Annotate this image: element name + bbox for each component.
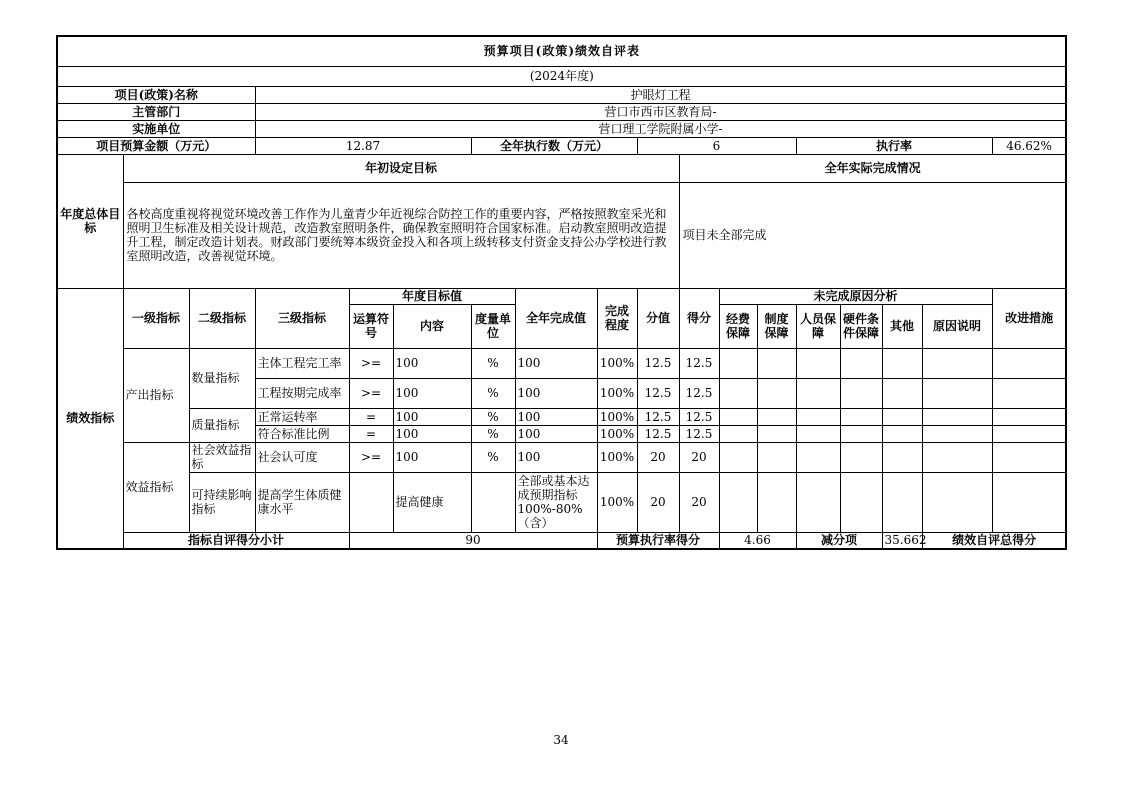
group-quantity: 数量指标	[189, 348, 255, 408]
row-actual: 100	[515, 425, 597, 442]
row-score: 12.5	[679, 408, 719, 425]
row-unit: %	[471, 408, 515, 425]
row-score: 12.5	[679, 378, 719, 408]
actual-completion-header: 全年实际完成情况	[679, 154, 1066, 182]
header-reason-system: 制度保障	[757, 304, 796, 348]
row-weight: 20	[637, 442, 679, 472]
row-degree: 100%	[597, 378, 637, 408]
performance-indicator-label: 绩效指标	[57, 288, 123, 549]
row-degree: 100%	[597, 348, 637, 378]
row-score: 12.5	[679, 348, 719, 378]
budget-value: 12.87	[255, 137, 471, 154]
row-score: 20	[679, 442, 719, 472]
deduct-label: 减分项	[796, 532, 882, 549]
group-social: 社会效益指标	[189, 442, 255, 472]
header-operator: 运算符号	[349, 304, 393, 348]
table-row	[57, 442, 1066, 472]
table-row	[57, 472, 1066, 532]
row-unit: %	[471, 348, 515, 378]
group-output: 产出指标	[123, 348, 189, 442]
row-weight: 20	[637, 472, 679, 532]
row-operator: >=	[349, 442, 393, 472]
row-weight: 12.5	[637, 348, 679, 378]
group-benefit: 效益指标	[123, 442, 189, 532]
row-weight: 12.5	[637, 425, 679, 442]
header-reason-staff: 人员保障	[796, 304, 840, 348]
total-score-label: 绩效自评总得分	[922, 532, 1066, 549]
execution-label: 全年执行数（万元）	[471, 137, 637, 154]
row-indicator: 正常运转率	[255, 408, 349, 425]
row-actual: 100	[515, 378, 597, 408]
row-content: 100	[393, 378, 471, 408]
unit-value: 营口理工学院附属小学-	[255, 120, 1066, 137]
header-annual-target: 年度目标值	[349, 288, 515, 304]
header-actual-value: 全年完成值	[515, 288, 597, 348]
budget-score-value: 4.66	[719, 532, 796, 549]
unit-label: 实施单位	[57, 120, 255, 137]
department-label: 主管部门	[57, 103, 255, 120]
row-operator: =	[349, 425, 393, 442]
row-unit	[471, 472, 515, 532]
header-reason-other: 其他	[882, 304, 922, 348]
project-name-label: 项目(政策)名称	[57, 86, 255, 103]
header-reason-funding: 经费保障	[719, 304, 757, 348]
row-operator	[349, 472, 393, 532]
row-content: 提高健康	[393, 472, 471, 532]
page-number: 34	[553, 733, 569, 747]
row-content: 100	[393, 348, 471, 378]
execution-value: 6	[637, 137, 796, 154]
set-goal-header: 年初设定目标	[123, 154, 679, 182]
row-indicator: 符合标准比例	[255, 425, 349, 442]
group-quality: 质量指标	[189, 408, 255, 442]
summary-row	[57, 532, 1066, 549]
header-completion-degree: 完成程度	[597, 288, 637, 348]
row-indicator: 社会认可度	[255, 442, 349, 472]
row-weight: 12.5	[637, 408, 679, 425]
header-reason-analysis: 未完成原因分析	[719, 288, 992, 304]
project-name-value: 护眼灯工程	[255, 86, 1066, 103]
page-title: 预算项目(政策)绩效自评表	[57, 36, 1066, 66]
header-improvement: 改进措施	[992, 288, 1066, 348]
row-unit: %	[471, 442, 515, 472]
row-score: 12.5	[679, 425, 719, 442]
actual-completion-text: 项目未全部完成	[679, 182, 1066, 288]
row-degree: 100%	[597, 425, 637, 442]
annual-goal-label: 年度总体目标	[57, 154, 123, 288]
row-operator: >=	[349, 378, 393, 408]
row-content: 100	[393, 408, 471, 425]
header-reason-hardware: 硬件条件保障	[840, 304, 882, 348]
budget-score-label: 预算执行率得分	[597, 532, 719, 549]
row-operator: =	[349, 408, 393, 425]
set-goal-text: 各校高度重视将视觉环境改善工作作为儿童青少年近视综合防控工作的重要内容，严格按照教室采光和照明卫生标准及相关设计规范，改造教室照明条件，确保教室照明符合国家标准。启动教室照明改造提升工程，制定改造计划表。财政部门要统筹本级资金投入和各项上级转移支付资金支持公办学校进行教室照明改造，改善视觉环境。	[123, 182, 679, 288]
report-year: (2024年度)	[57, 66, 1066, 86]
header-unit: 度量单位	[471, 304, 515, 348]
row-actual: 全部或基本达成预期指标100%-80%（含）	[515, 472, 597, 532]
deduct-value: 35.662	[882, 532, 922, 549]
row-indicator: 提高学生体质健康水平	[255, 472, 349, 532]
table-row	[57, 408, 1066, 425]
row-weight: 12.5	[637, 378, 679, 408]
header-level1: 一级指标	[123, 288, 189, 348]
execution-rate-value: 46.62%	[992, 137, 1066, 154]
row-content: 100	[393, 442, 471, 472]
row-indicator: 主体工程完工率	[255, 348, 349, 378]
group-sustain: 可持续影响指标	[189, 472, 255, 532]
row-score: 20	[679, 472, 719, 532]
header-level2: 二级指标	[189, 288, 255, 348]
row-degree: 100%	[597, 442, 637, 472]
row-actual: 100	[515, 442, 597, 472]
subtotal-label: 指标自评得分小计	[123, 532, 349, 549]
row-operator: >=	[349, 348, 393, 378]
header-content: 内容	[393, 304, 471, 348]
row-unit: %	[471, 425, 515, 442]
execution-rate-label: 执行率	[796, 137, 992, 154]
header-reason-note: 原因说明	[922, 304, 992, 348]
row-indicator: 工程按期完成率	[255, 378, 349, 408]
header-score: 得分	[679, 288, 719, 348]
row-actual: 100	[515, 408, 597, 425]
row-degree: 100%	[597, 408, 637, 425]
row-content: 100	[393, 425, 471, 442]
budget-label: 项目预算金额（万元）	[57, 137, 255, 154]
row-actual: 100	[515, 348, 597, 378]
header-weight: 分值	[637, 288, 679, 348]
department-value: 营口市西市区教育局-	[255, 103, 1066, 120]
row-degree: 100%	[597, 472, 637, 532]
header-level3: 三级指标	[255, 288, 349, 348]
row-unit: %	[471, 378, 515, 408]
table-row	[57, 348, 1066, 378]
self-evaluation-table	[56, 35, 1067, 550]
subtotal-value: 90	[349, 532, 597, 549]
